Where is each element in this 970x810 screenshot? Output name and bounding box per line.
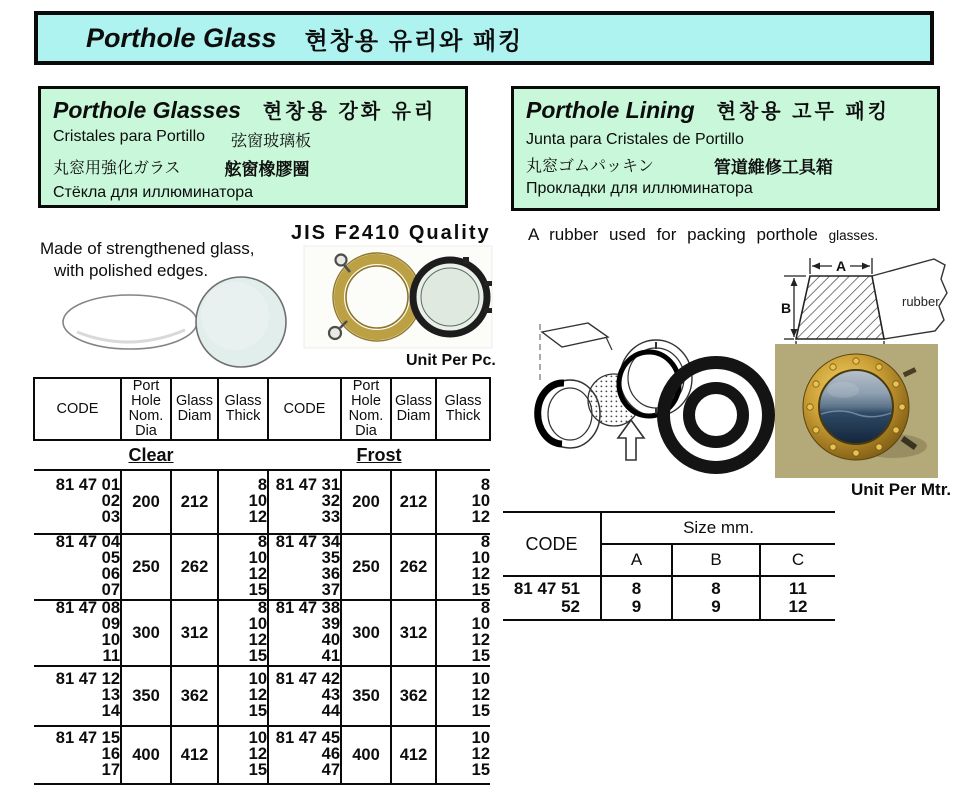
quality-label: JIS F2410 Quality: [291, 222, 491, 244]
lining-title-ko: 현창용 고무 패킹: [716, 101, 891, 123]
glass-table-header-clear-3: Glass Thick: [218, 378, 268, 440]
glass-table-header-clear-2: Glass Diam: [171, 378, 218, 440]
rubber-ring-inner: [683, 382, 749, 448]
frost-glass-diam-cell: 412: [391, 726, 436, 784]
lining-title-zh: 管道維修工具箱: [713, 158, 833, 177]
clear-glass-thick-cell: 10 12 15: [218, 726, 268, 784]
clear-nom-dia-cell: 300: [121, 600, 171, 666]
porthole-photo: [775, 344, 938, 483]
glasses-title-es: Cristales para Portillo: [53, 128, 206, 145]
frost-glass-diam-cell: 262: [391, 534, 436, 600]
frost-glass-diam-cell: 362: [391, 666, 436, 726]
glasses-title-zh1: 弦窗玻璃板: [231, 133, 312, 150]
clear-glass-diam-cell: 362: [171, 666, 218, 726]
glass-table-header-frost-3: Glass Thick: [436, 378, 490, 440]
lining-title-ja: 丸窓ゴムパッキン: [526, 158, 654, 175]
frost-glass-thick-cell: 10 12 15: [436, 666, 490, 726]
porthole-lining-header-box: [511, 86, 940, 211]
glass-disc-illustration: [55, 276, 290, 375]
rubber-description-small: glasses.: [828, 228, 879, 243]
lining-c-cell: 11 12: [760, 576, 835, 620]
clear-code-cell: 81 47 04 05 06 07: [34, 534, 121, 600]
porthole-lining-table: [503, 511, 835, 621]
glasses-title-zh2: 舷窗橡膠圈: [224, 160, 310, 179]
glass-table-header-frost-1: Port Hole Nom. Dia: [341, 378, 391, 440]
unit-per-piece-label: Unit Per Pc.: [406, 352, 496, 369]
frost-glass-thick-cell: 8 10 12 15: [436, 534, 490, 600]
glasses-title-en: Porthole Glasses: [53, 97, 241, 123]
section-label-frost: [268, 440, 490, 470]
lining-col-header-b: B: [672, 544, 760, 576]
frost-nom-dia-cell: 200: [341, 470, 391, 534]
frost-code-cell: 81 47 31 32 33: [268, 470, 341, 534]
frost-code-cell: 81 47 45 46 47: [268, 726, 341, 784]
svg-text:A: A: [836, 258, 847, 274]
glass-description-line1: Made of strengthened glass,: [40, 239, 255, 258]
clear-nom-dia-cell: 200: [121, 470, 171, 534]
lining-title-es: Junta para Cristales de Portillo: [526, 131, 744, 148]
page-title-korean: 현창용 유리와 패킹: [304, 27, 524, 55]
lining-code-header: CODE: [503, 512, 601, 576]
clear-glass-diam-cell: 312: [171, 600, 218, 666]
glass-table-header-clear-0: CODE: [34, 378, 121, 440]
section-label-text: Frost: [356, 444, 402, 465]
clear-code-cell: 81 47 15 16 17: [34, 726, 121, 784]
rubber-description-main: A rubber used for packing porthole: [528, 225, 818, 244]
lining-size-header: Size mm.: [601, 512, 835, 544]
clear-code-cell: 81 47 08 09 10 11: [34, 600, 121, 666]
frost-glass-thick-cell: 8 10 12 15: [436, 600, 490, 666]
frost-nom-dia-cell: 350: [341, 666, 391, 726]
porthole-frame-photo: [303, 245, 493, 354]
glass-table-header-frost-2: Glass Diam: [391, 378, 436, 440]
clear-nom-dia-cell: 400: [121, 726, 171, 784]
clear-glass-diam-cell: 262: [171, 534, 218, 600]
clear-glass-diam-cell: 212: [171, 470, 218, 534]
frost-nom-dia-cell: 300: [341, 600, 391, 666]
clear-glass-thick-cell: 8 10 12 15: [218, 534, 268, 600]
glass-description-line2: with polished edges.: [54, 261, 209, 280]
unit-per-meter-label: Unit Per Mtr.: [851, 480, 952, 499]
glasses-title-ru: Стёкла для иллюминатора: [53, 184, 254, 201]
rubber-description: [528, 225, 878, 245]
glasses-title-ko: 현창용 강화 유리: [262, 101, 437, 123]
porthole-glass-table: [33, 377, 491, 785]
clear-code-cell: 81 47 12 13 14: [34, 666, 121, 726]
frost-glass-diam-cell: 212: [391, 470, 436, 534]
lining-title-ru: Прокладки для иллюминатора: [526, 180, 753, 197]
rubber-ring-illustration: [657, 356, 775, 474]
section-label-clear: [34, 440, 268, 470]
glass-table-header-frost-0: CODE: [268, 378, 341, 440]
frost-glass-thick-cell: 8 10 12: [436, 470, 490, 534]
frost-glass-diam-cell: 312: [391, 600, 436, 666]
clear-glass-thick-cell: 8 10 12 15: [218, 600, 268, 666]
glasses-title-ja: 丸窓用強化ガラス: [53, 160, 181, 177]
svg-text:rubber: rubber: [902, 294, 940, 309]
porthole-glasses-header-box: [38, 86, 468, 208]
clear-nom-dia-cell: 250: [121, 534, 171, 600]
svg-text:B: B: [781, 300, 792, 316]
frost-code-cell: 81 47 34 35 36 37: [268, 534, 341, 600]
lining-a-cell: 8 9: [601, 576, 672, 620]
lining-col-header-a: A: [601, 544, 672, 576]
frost-glass-thick-cell: 10 12 15: [436, 726, 490, 784]
frost-code-cell: 81 47 42 43 44: [268, 666, 341, 726]
frost-nom-dia-cell: 250: [341, 534, 391, 600]
lining-b-cell: 8 9: [672, 576, 760, 620]
page-title-banner: [34, 11, 934, 65]
clear-glass-diam-cell: 412: [171, 726, 218, 784]
section-label-text: Clear: [128, 444, 174, 465]
frost-nom-dia-cell: 400: [341, 726, 391, 784]
frost-code-cell: 81 47 38 39 40 41: [268, 600, 341, 666]
page-title: Porthole Glass: [86, 22, 277, 53]
clear-nom-dia-cell: 350: [121, 666, 171, 726]
clear-glass-thick-cell: 10 12 15: [218, 666, 268, 726]
lining-title-en: Porthole Lining: [526, 97, 695, 123]
clear-glass-thick-cell: 8 10 12: [218, 470, 268, 534]
lining-col-header-c: C: [760, 544, 835, 576]
clear-code-cell: 81 47 01 02 03: [34, 470, 121, 534]
glass-table-header-clear-1: Port Hole Nom. Dia: [121, 378, 171, 440]
lining-code-cell: 81 47 51 52: [503, 576, 601, 620]
